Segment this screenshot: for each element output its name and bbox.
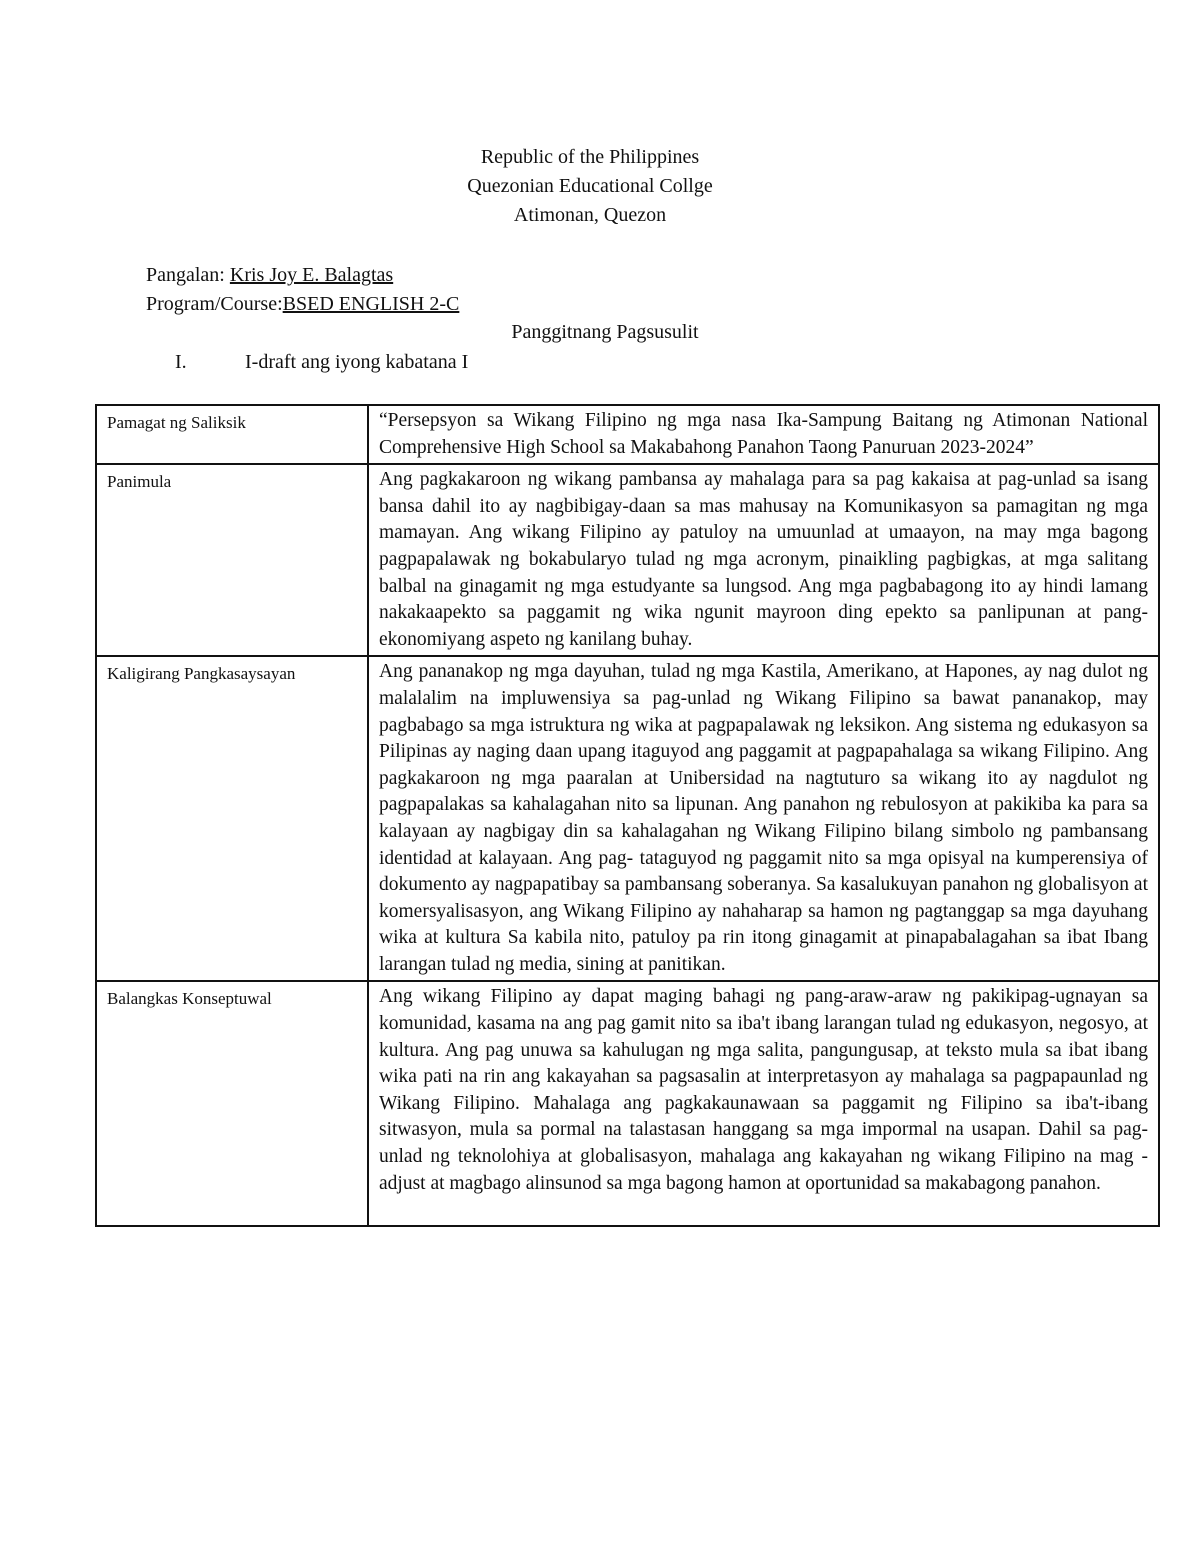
row-label: Kaligirang Pangkasaysayan: [96, 656, 368, 981]
instruction-text: I-draft ang iyong kabatana I: [245, 351, 469, 373]
row-content: Ang pananakop ng mga dayuhan, tulad ng mga Kastila, Amerikano, at Hapones, ay nag dulot ng malalalim na impluwensiya sa pag-unlad ng Wikang Filipino sa bawat pananakop, may pagbabago sa mga istruktura ng wika at pagpapalawak ng leksikon. Ang sistema ng edukasyon sa Pilipinas ay naging daan upang itaguyod ang paggamit at pagpapahalaga sa wikang Filipino. Ang pagkakaroon ng mga paaralan at Unibersidad na nagtuturo sa wikang ito ay nagdulot ng pagpapalakas sa kahalagahan nito sa lipunan. Ang panahon ng rebulosyon at pakikiba ka para sa kalayaan ay nagbigay din sa kahalagahan ng Wikang Filipino bilang simbolo ng pambansang identidad at kalayaan. Ang pag- tataguyod ng paggamit nito sa mga opisyal na kumperensiya of dokumento ay nagpapatibay sa pambansang soberanya. Sa kasalukuyan panahon ng globalisyon at komersyalisasyon, ang Wikang Filipino ay nahaharap sa hamon ng pagtanggap sa mga dayuhang wika at kultura Sa kabila nito, patuloy pa rin itong ginagamit at pinapabalagahan sa ibat Ibang larangan tulad ng media, sining at panitikan.: [368, 656, 1159, 981]
research-table: [95, 404, 1160, 1227]
instruction-number: I.: [175, 351, 187, 373]
row-content: Ang wikang Filipino ay dapat maging bahagi ng pang-araw-araw ng pakikipag-ugnayan sa komunidad, kasama na ang pag gamit nito sa iba't ibang larangan tulad ng edukasyon, negosyo, at kultura. Ang pag unuwa sa kahulugan ng mga salita, pangungusap, at teksto mula sa ibat ibang wika pati na rin ang kakayahan sa pagsasalin at interpretasyon ay mahalaga sa pagpapaunlad ng Wikang Filipino. Mahalaga ang pagkakaunawaan sa paggamit ng Filipino sa iba't-ibang sitwasyon, mula sa pormal na talastasan hanggang sa mga impormal na usapan. Dahil sa pag-unlad ng teknolohiya at globalisasyon, mahalaga ang kakayahan ng wikang Filipino na mag - adjust at magbago alinsunod sa mga bagong hamon at oportunidad sa makabagong panahon.: [368, 981, 1159, 1226]
header-school: Quezonian Educational Collge: [467, 175, 713, 197]
table-row: [96, 656, 1159, 981]
program-value: BSED ENGLISH 2-C: [282, 293, 460, 315]
row-label: Pamagat ng Saliksik: [96, 405, 368, 464]
exam-title: Panggitnang Pagsusulit: [511, 321, 699, 343]
name-value: Kris Joy E. Balagtas: [229, 264, 394, 286]
table-row: [96, 464, 1159, 656]
program-line: [146, 290, 459, 319]
header-location: Atimonan, Quezon: [513, 204, 667, 226]
name-label: Pangalan:: [146, 264, 230, 286]
row-content: Ang pagkakaroon ng wikang pambansa ay mahalaga para sa pag kakaisa at pag-unlad sa isang bansa dahil ito ay nagbibigay-daan sa mas mahusay na Komunikasyon sa pamagitan ng mga mamayan. Ang wikang Filipino ay patuloy na umuunlad at umaayon, na may mga bagong pagpapalawak ng bokabularyo tulad ng mga acronym, pinaikling pagbigkas, at mga salitang balbal na ginagamit ng mga estudyante sa lungsod. Ang mga pagbabagong ito ay hindi lamang nakakaapekto sa paggamit ng wika ngunit mayroon ding epekto sa panlipunan at pang-ekonomiyang aspeto ng kanilang buhay.: [368, 464, 1159, 656]
table-row: [96, 981, 1159, 1226]
program-label: Program/Course:: [146, 293, 283, 315]
row-label: Panimula: [96, 464, 368, 656]
table-row: [96, 405, 1159, 464]
header-republic: Republic of the Philippines: [480, 146, 700, 168]
row-content: “Persepsyon sa Wikang Filipino ng mga nasa Ika-Sampung Baitang ng Atimonan National Comprehensive High School sa Makabahong Panahon Taong Panuruan 2023-2024”: [368, 405, 1159, 464]
instruction-item: [175, 351, 468, 374]
student-name-line: [146, 261, 393, 290]
row-label: Balangkas Konseptuwal: [96, 981, 368, 1226]
